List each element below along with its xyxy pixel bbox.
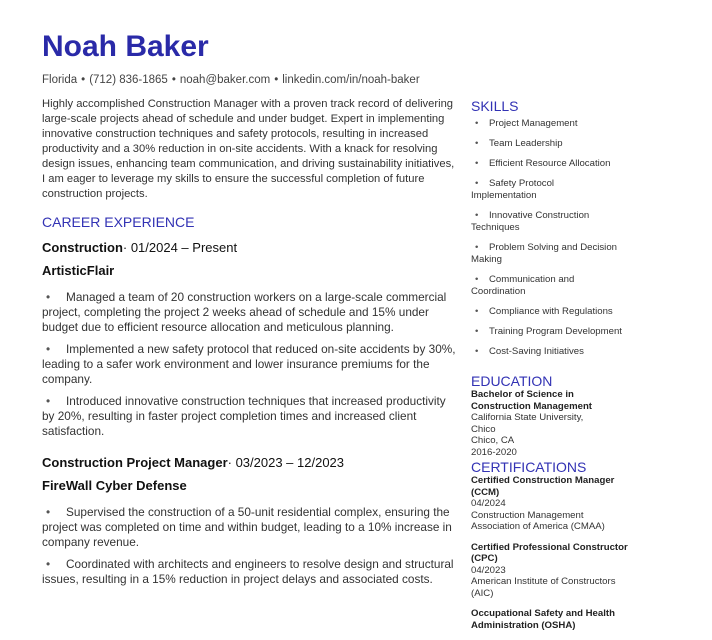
skill-text: Training Program Development — [489, 326, 622, 337]
skill-item — [471, 210, 601, 234]
skill-text: Cost-Saving Initiatives — [489, 346, 584, 357]
job-title-line — [42, 240, 456, 255]
bullet-icon: • — [475, 118, 479, 129]
summary-paragraph: Highly accomplished Construction Manager with a proven track record of delivering large-scale projects ahead of schedule and under budget. Expert in implementing innovative construction techniques and safety protocols, resulting in increased productivity and a 30% reduction in on-site accidents. With a knack for resolving design issues, enhancing team communication, and driving sustainability initiatives, I am eager to leverage my skills to ensure the successful completion of future construction projects. — [42, 98, 455, 200]
experience-section — [42, 214, 456, 594]
cert-issuer: American Institute of Constructors (AIC) — [471, 576, 616, 599]
job-bullets — [42, 290, 456, 439]
degree: Bachelor of Science in Construction Management — [471, 389, 592, 412]
bullet-icon: • — [475, 158, 479, 169]
education-section — [471, 373, 661, 458]
bullet-item — [42, 342, 456, 387]
job-title-line — [42, 455, 456, 470]
contact-location: Florida — [42, 74, 78, 86]
skill-text: Innovative Construction Techniques — [471, 210, 590, 233]
bullet-icon: • — [475, 242, 479, 253]
bullet-text: Coordinated with architects and engineers to resolve design and structural issues, resulting in a 15% reduction in project delays and associated costs. — [42, 557, 454, 586]
bullet-icon: • — [46, 557, 51, 571]
job-bullets — [42, 505, 456, 587]
skill-item — [471, 326, 661, 338]
skill-item — [471, 346, 661, 358]
bullet-icon: • — [475, 210, 479, 221]
certification-entry — [471, 608, 621, 631]
bullet-icon: • — [475, 178, 479, 189]
bullet-icon: • — [475, 326, 479, 337]
certifications-section — [471, 459, 661, 640]
certification-entry — [471, 542, 631, 600]
education-entry — [471, 389, 606, 458]
bullet-icon: • — [475, 346, 479, 357]
skill-item — [471, 274, 591, 298]
bullet-text: Managed a team of 20 construction workers on a large-scale commercial project, completing the project 2 weeks ahead of schedule and 15% under budget due to efficient resource allocation and meticulous planning. — [42, 290, 447, 334]
cert-date: 04/2023 — [471, 564, 506, 576]
skill-item — [471, 178, 591, 202]
job-company: FireWall Cyber Defense — [42, 478, 187, 493]
bullet-item — [42, 505, 456, 550]
bullet-icon: • — [475, 274, 479, 285]
job-entry — [42, 455, 456, 587]
bullet-icon: • — [46, 342, 51, 356]
section-title-education: EDUCATION — [471, 373, 553, 389]
separator: • — [81, 74, 86, 86]
bullet-item — [42, 290, 456, 335]
skill-text: Communication and Coordination — [471, 274, 575, 297]
skills-section — [471, 98, 661, 366]
contact-email[interactable]: noah@baker.com — [179, 74, 271, 86]
skill-text: Project Management — [489, 118, 578, 129]
contact-linkedin[interactable]: linkedin.com/in/noah-baker — [282, 74, 420, 86]
bullet-text: Introduced innovative construction techniques that increased productivity by 20%, resulting in faster project completion times and increased client satisfaction. — [42, 394, 446, 438]
cert-name: Occupational Safety and Health Administration (OSHA) — [471, 608, 615, 631]
bullet-text: Implemented a new safety protocol that reduced on-site accidents by 30%, leading to a safer work environment and lower insurance premiums for the company. — [42, 342, 456, 386]
cert-date: 04/2024 — [471, 498, 506, 509]
skill-item — [471, 242, 631, 266]
bullet-icon: • — [46, 290, 51, 304]
job-entry — [42, 240, 456, 439]
cert-name: Certified Professional Constructor (CPC) — [471, 541, 628, 564]
skill-item — [471, 118, 661, 130]
school: California State University, Chico — [471, 412, 584, 435]
contact-line — [42, 74, 420, 86]
skill-text: Efficient Resource Allocation — [489, 158, 611, 169]
skill-item — [471, 158, 661, 170]
skills-list — [471, 118, 661, 358]
skill-text: Safety Protocol Implementation — [471, 178, 555, 201]
job-company: ArtisticFlair — [42, 263, 115, 278]
bullet-icon: • — [475, 138, 479, 149]
bullet-item — [42, 394, 456, 439]
separator: • — [171, 74, 176, 86]
section-title-experience: CAREER EXPERIENCE — [42, 214, 195, 230]
job-dates: · 03/2023 – 12/2023 — [227, 455, 345, 470]
certification-entry — [471, 475, 621, 533]
skill-text: Team Leadership — [489, 138, 563, 149]
bullet-icon: • — [475, 306, 479, 317]
education-years: 2016-2020 — [471, 446, 517, 458]
skill-text: Compliance with Regulations — [489, 306, 613, 317]
skill-item — [471, 138, 661, 150]
contact-phone: (712) 836-1865 — [89, 74, 168, 86]
school-location: Chico, CA — [471, 435, 515, 446]
section-title-certifications: CERTIFICATIONS — [471, 459, 587, 475]
cert-issuer: Construction Management Association of America (CMAA) — [471, 509, 605, 532]
bullet-text: Supervised the construction of a 50-unit residential complex, ensuring the project was completed on time and within budget, leading to a 10% increase in company revenue. — [42, 505, 452, 549]
bullet-icon: • — [46, 505, 51, 519]
bullet-item — [42, 557, 456, 587]
bullet-icon: • — [46, 394, 51, 408]
section-title-skills: SKILLS — [471, 98, 519, 114]
skill-text: Problem Solving and Decision Making — [471, 242, 617, 265]
skill-item — [471, 306, 661, 318]
job-role: Construction — [42, 240, 123, 255]
job-dates: · 01/2024 – Present — [122, 240, 238, 255]
job-role: Construction Project Manager — [42, 455, 228, 470]
cert-name: Certified Construction Manager (CCM) — [471, 475, 615, 498]
separator: • — [274, 74, 279, 86]
candidate-name: Noah Baker — [42, 30, 209, 63]
